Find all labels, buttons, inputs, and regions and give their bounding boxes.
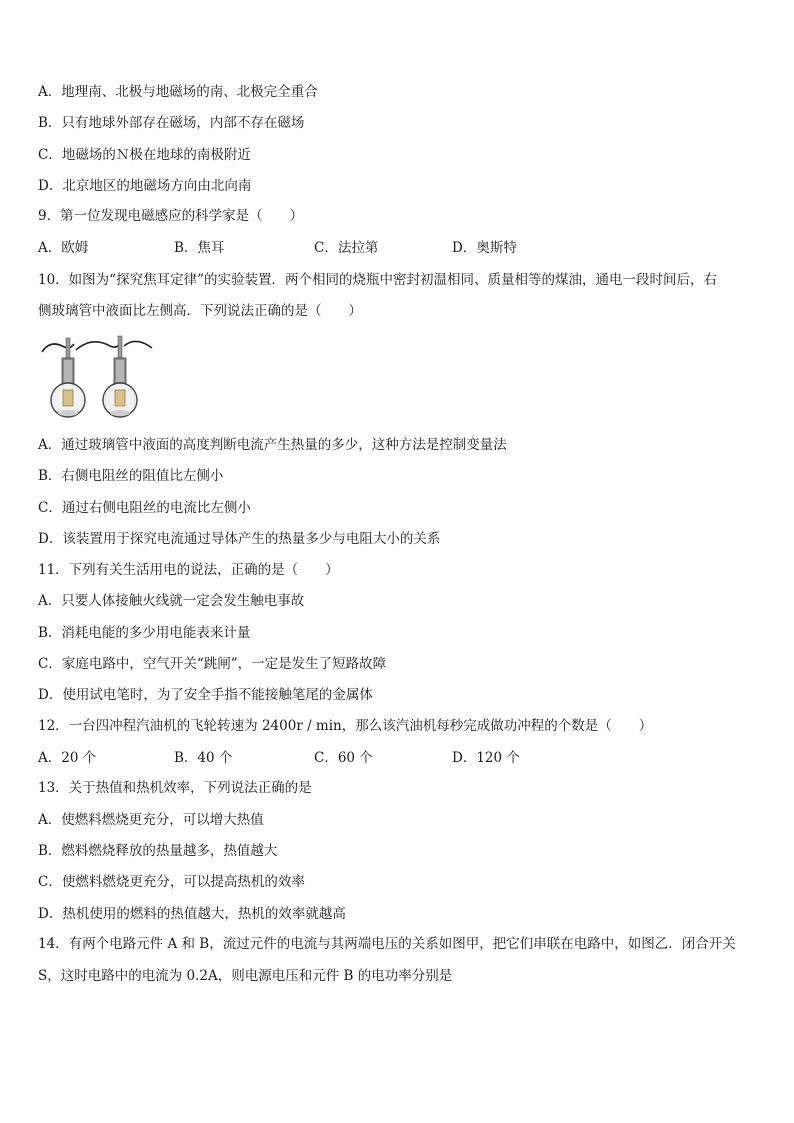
- left-flask: [51, 338, 85, 417]
- q12-stem: 12．一台四冲程汽油机的飞轮转速为 2400r / min，那么该汽油机每秒完成做功冲程的个数是（ ）: [38, 718, 653, 734]
- q10-option-a: A．通过玻璃管中液面的高度判断电流产生热量的多少，这种方法是控制变量法: [38, 437, 507, 453]
- q13-option-a: A．使燃料燃烧更充分，可以增大热值: [38, 812, 264, 828]
- q14-stem-line2: S，这时电路中的电流为 0.2A，则电源电压和元件 B 的电功率分别是: [38, 968, 453, 984]
- q10-option-c: C．通过右侧电阻丝的电流比左侧小: [38, 500, 251, 516]
- q9-option-b: B．焦耳: [174, 240, 225, 256]
- q10-stem-line1: 10．如图为“探究焦耳定律”的实验装置．两个相同的烧瓶中密封初温相同、质量相等的煤油，通电一段时间后，右: [38, 272, 717, 288]
- q11-option-a: A．只要人体接触火线就一定会发生触电事故: [38, 593, 305, 609]
- q9-options: [38, 239, 758, 257]
- q13-option-d: D．热机使用的燃料的热值越大，热机的效率就越高: [38, 906, 346, 922]
- q10-stem-line2: 侧玻璃管中液面比左侧高．下列说法正确的是（ ）: [38, 303, 362, 319]
- q12-option-a: A．20 个: [38, 750, 97, 766]
- q13-stem: 13．关于热值和热机效率，下列说法正确的是: [38, 780, 312, 796]
- q8-option-b: B．只有地球外部存在磁场，内部不存在磁场: [38, 115, 305, 131]
- q9-option-c: C．法拉第: [314, 240, 379, 256]
- q10-option-d: D．该装置用于探究电流通过导体产生的热量多少与电阻大小的关系: [38, 531, 441, 547]
- joule-law-apparatus-figure: [40, 334, 156, 420]
- q8-option-a: A．地理南、北极与地磁场的南、北极完全重合: [38, 84, 318, 100]
- q13-option-b: B．燃料燃烧释放的热量越多，热值越大: [38, 843, 278, 859]
- q12-option-d: D．120 个: [452, 750, 520, 766]
- q13-option-c: C．使燃料燃烧更充分，可以提高热机的效率: [38, 874, 305, 890]
- q11-option-d: D．使用试电笔时，为了安全手指不能接触笔尾的金属体: [38, 687, 373, 703]
- q11-stem: 11．下列有关生活用电的说法，正确的是（ ）: [38, 562, 339, 578]
- q12-options: [38, 749, 758, 767]
- q10-option-b: B．右侧电阻丝的阻值比左侧小: [38, 468, 224, 484]
- q14-stem-line1: 14．有两个电路元件 A 和 B，流过元件的电流与其两端电压的关系如图甲，把它们串联在电路中，如图乙．闭合开关: [38, 936, 736, 952]
- q8-option-c: C．地磁场的Ｎ极在地球的南极附近: [38, 147, 251, 163]
- q11-option-c: C．家庭电路中，空气开关“跳闸”，一定是发生了短路故障: [38, 656, 387, 672]
- q9-stem: 9．第一位发现电磁感应的科学家是（ ）: [38, 208, 304, 224]
- q9-option-d: D．奥斯特: [452, 240, 517, 256]
- right-flask: [103, 336, 137, 417]
- flask-diagram: [40, 334, 156, 420]
- q12-option-b: B．40 个: [174, 750, 233, 766]
- q9-option-a: A．欧姆: [38, 240, 89, 256]
- q11-option-b: B．消耗电能的多少用电能表来计量: [38, 625, 251, 641]
- q12-option-c: C．60 个: [314, 750, 373, 766]
- q8-option-d: D．北京地区的地磁场方向由北向南: [38, 178, 252, 194]
